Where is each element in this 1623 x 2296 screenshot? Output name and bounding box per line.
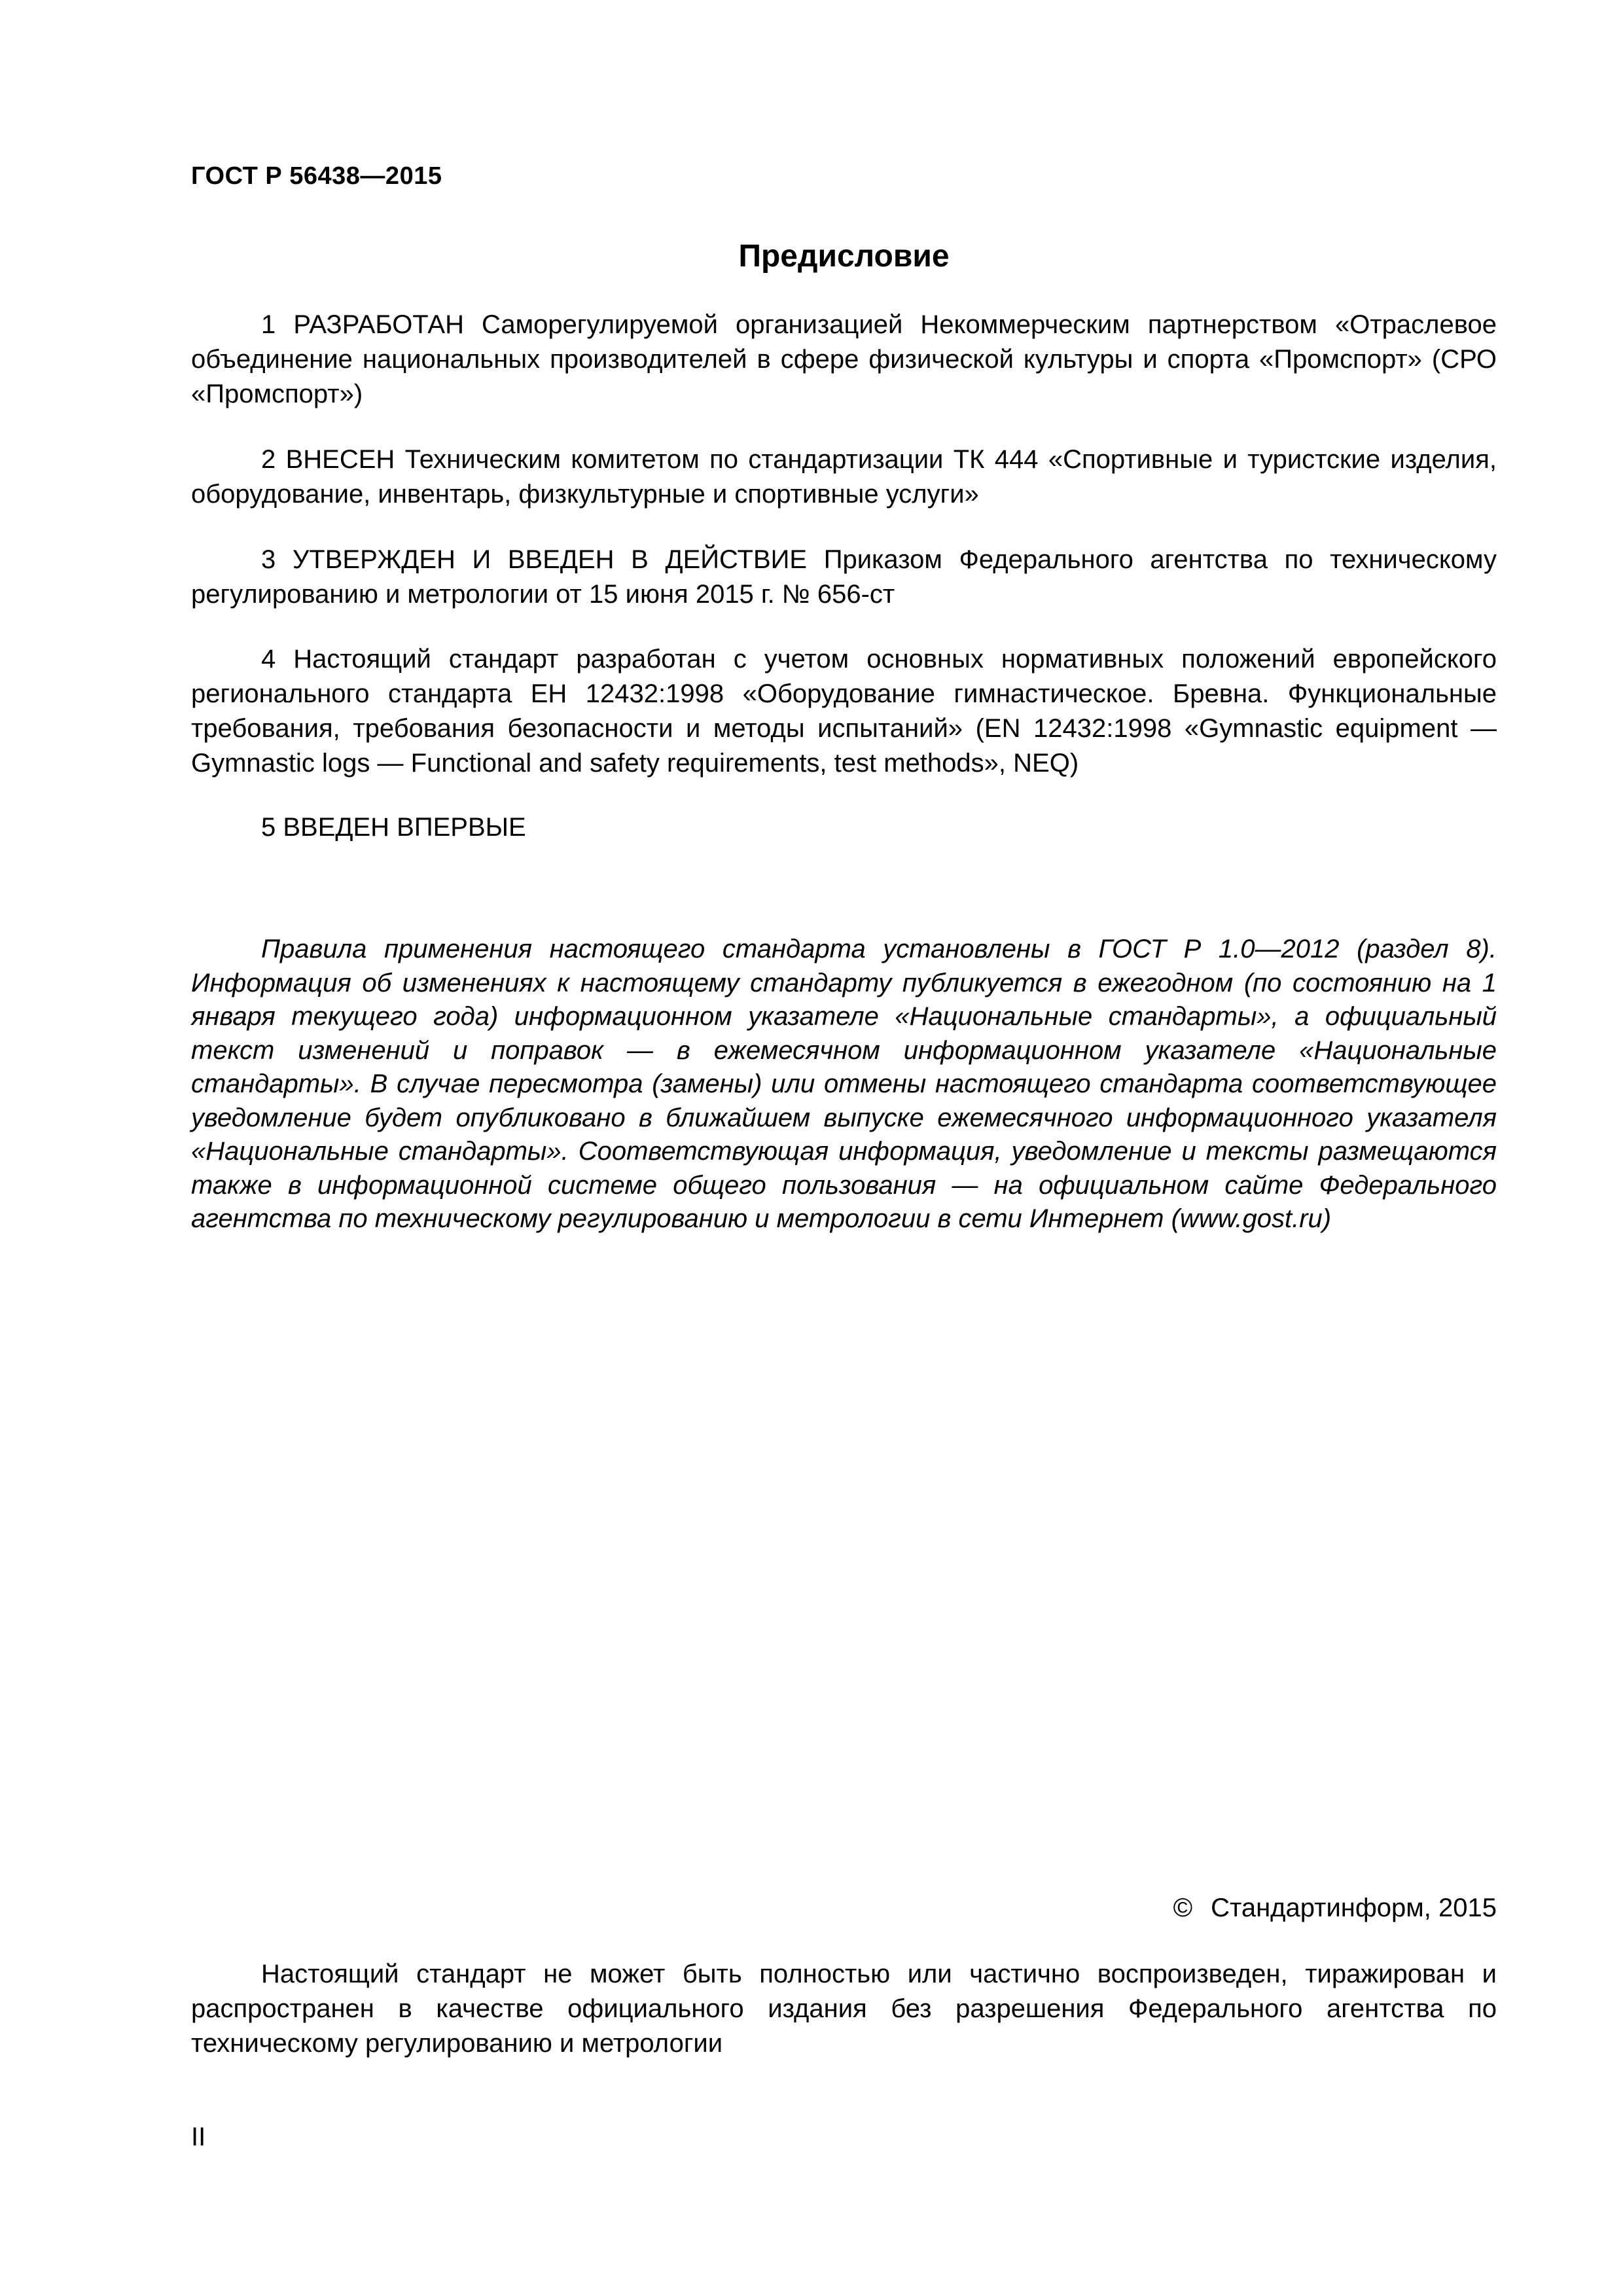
page-number: II bbox=[191, 2123, 206, 2151]
copyright-text: Стандартинформ, 2015 bbox=[1211, 1893, 1497, 1922]
application-rules-notice: Правила применения настоящего стандарта установлены в ГОСТ Р 1.0—2012 (раздел 8). Информация об изменениях к настоящему стандарту публикуется в ежегодном (по состоянию на 1 января текущего года) информационном указателе «Национальные стандарты», а официальный текст изменений и поправок — в ежемесячном информационном указателе «Национальные стандарты». В случае пересмотра (замены) или отмены настоящего стандарта соответствующее уведомление будет опубликовано в ближайшем выпуске ежемесячного информационного указателя «Национальные стандарты». Соответствующая информация, уведомление и тексты размещаются также в информационной системе общего пользования — на официальном сайте Федерального агентства по техническому регулированию и метрологии в сети Интернет (www.gost.ru) bbox=[191, 935, 1497, 1233]
foreword-item-basis: 4 Настоящий стандарт разработан с учетом основных нормативных положений европейского регионального стандарта ЕН 12432:1998 «Оборудование гимнастическое. Бревна. Функциональные требования, требования безопасности и методы испытаний» (EN 12432:1998 «Gymnastic equipment — Gymnastic logs — Functional and safety requirements, test methods», NEQ) bbox=[191, 645, 1497, 778]
copyright-line bbox=[1173, 1893, 1497, 1923]
copyright-icon: © bbox=[1173, 1893, 1193, 1922]
page-title: Предисловие bbox=[738, 239, 950, 274]
foreword-item-first-introduced: 5 ВВЕДЕН ВПЕРВЫЕ bbox=[261, 813, 526, 842]
document-code: ГОСТ Р 56438—2015 bbox=[191, 162, 442, 190]
foreword-item-approved: 3 УТВЕРЖДЕН И ВВЕДЕН В ДЕЙСТВИЕ Приказом Федерального агентства по техническому регулированию и метрологии от 15 июня 2015 г. № 656-ст bbox=[191, 545, 1497, 609]
foreword-item-submitted: 2 ВНЕСЕН Техническим комитетом по стандартизации ТК 444 «Спортивные и туристские изделия, оборудование, инвентарь, физкультурные и спортивные услуги» bbox=[191, 445, 1497, 509]
foreword-item-developed: 1 РАЗРАБОТАН Саморегулируемой организацией Некоммерческим партнерством «Отраслевое объединение национальных производителей в сфере физической культуры и спорта «Промспорт» (СРО «Промспорт») bbox=[191, 310, 1497, 408]
reproduction-notice: Настоящий стандарт не может быть полностью или частично воспроизведен, тиражирован и распространен в качестве официального издания без разрешения Федерального агентства по техническому регулированию и метрологии bbox=[191, 1960, 1497, 2058]
